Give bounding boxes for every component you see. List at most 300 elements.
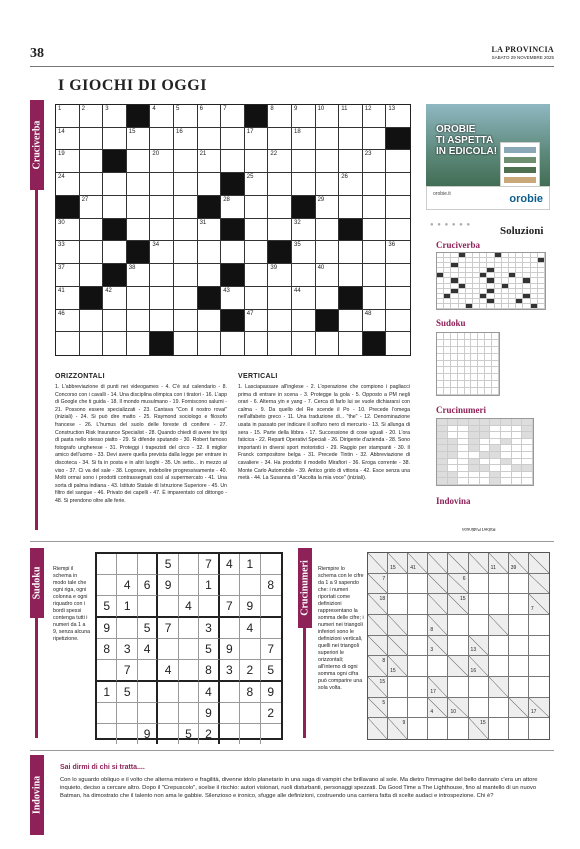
sudoku-cell[interactable] bbox=[158, 703, 178, 724]
mini-cell bbox=[469, 445, 480, 452]
answer-cell[interactable] bbox=[469, 677, 489, 698]
crossword-cell[interactable] bbox=[316, 287, 340, 310]
mini-cell bbox=[480, 432, 491, 439]
answer-cell[interactable] bbox=[469, 594, 489, 615]
sudoku-cell[interactable]: 1 bbox=[240, 554, 260, 575]
answer-cell[interactable] bbox=[509, 677, 529, 698]
crossword-cell[interactable] bbox=[268, 105, 292, 128]
crossword-cell[interactable] bbox=[292, 241, 316, 264]
crossword-cell[interactable] bbox=[80, 150, 104, 173]
crossword-cell[interactable] bbox=[386, 264, 410, 287]
crossword-cell[interactable] bbox=[150, 105, 174, 128]
crossword-cell[interactable] bbox=[245, 264, 269, 287]
crossword-cell[interactable] bbox=[221, 150, 245, 173]
sudoku-cell[interactable] bbox=[220, 618, 240, 639]
sudoku-cell[interactable]: 9 bbox=[220, 639, 240, 660]
answer-cell[interactable] bbox=[408, 718, 428, 739]
answer-cell[interactable] bbox=[448, 615, 468, 636]
answer-cell[interactable] bbox=[509, 718, 529, 739]
crossword-cell[interactable] bbox=[363, 173, 387, 196]
sudoku-cell[interactable]: 9 bbox=[240, 596, 260, 618]
sudoku-cell[interactable] bbox=[220, 682, 240, 703]
crossword-cell[interactable] bbox=[339, 150, 363, 173]
crossword-cell[interactable] bbox=[363, 196, 387, 219]
sudoku-cell[interactable] bbox=[261, 596, 281, 618]
crossword-cell[interactable] bbox=[363, 150, 387, 173]
sudoku-cell[interactable] bbox=[179, 682, 199, 703]
crossword-cell[interactable] bbox=[127, 287, 151, 310]
crossword-cell[interactable] bbox=[221, 287, 245, 310]
crossword-cell[interactable] bbox=[174, 287, 198, 310]
answer-cell[interactable] bbox=[509, 594, 529, 615]
crossword-cell[interactable] bbox=[292, 105, 316, 128]
crossword-cell[interactable] bbox=[80, 310, 104, 333]
crossword-cell[interactable] bbox=[245, 128, 269, 151]
crossword-cell[interactable] bbox=[174, 219, 198, 242]
sudoku-cell[interactable]: 4 bbox=[138, 639, 158, 660]
sudoku-cell[interactable]: 8 bbox=[261, 575, 281, 596]
crossword-cell[interactable] bbox=[316, 105, 340, 128]
sudoku-cell[interactable] bbox=[261, 724, 281, 744]
down-sum: 13 bbox=[470, 647, 477, 654]
sudoku-cell[interactable] bbox=[117, 618, 137, 639]
crossword-cell[interactable] bbox=[127, 219, 151, 242]
crossword-cell[interactable] bbox=[245, 241, 269, 264]
crossword-cell[interactable] bbox=[268, 287, 292, 310]
crossword-cell[interactable] bbox=[198, 173, 222, 196]
mini-cell bbox=[471, 333, 478, 340]
sudoku-cell[interactable] bbox=[179, 703, 199, 724]
sudoku-cell[interactable]: 7 bbox=[220, 596, 240, 618]
crossword-cell[interactable] bbox=[339, 196, 363, 219]
answer-cell[interactable] bbox=[529, 615, 549, 636]
sudoku-cell[interactable]: 2 bbox=[199, 724, 219, 744]
sudoku-cell[interactable] bbox=[261, 554, 281, 575]
crossword-cell[interactable] bbox=[339, 173, 363, 196]
sudoku-cell[interactable] bbox=[97, 703, 117, 724]
sudoku-cell[interactable] bbox=[179, 639, 199, 660]
crossword-cell[interactable] bbox=[174, 310, 198, 333]
crossword-cell[interactable] bbox=[292, 150, 316, 173]
crossword-cell[interactable] bbox=[221, 332, 245, 355]
sudoku-cell[interactable]: 7 bbox=[158, 618, 178, 639]
crossword-cell[interactable] bbox=[80, 173, 104, 196]
sudoku-cell[interactable] bbox=[138, 682, 158, 703]
mini-cell bbox=[492, 388, 499, 395]
sudoku-cell[interactable] bbox=[220, 575, 240, 596]
answer-cell[interactable] bbox=[469, 698, 489, 719]
sudoku-cell[interactable]: 5 bbox=[138, 618, 158, 639]
crossword-cell[interactable] bbox=[339, 332, 363, 355]
sudoku-cell[interactable]: 5 bbox=[158, 554, 178, 575]
mini-cell bbox=[458, 388, 465, 395]
crossword-cell[interactable] bbox=[150, 287, 174, 310]
crossword-cell[interactable] bbox=[339, 264, 363, 287]
sudoku-cell[interactable]: 3 bbox=[199, 618, 219, 639]
sudoku-cell[interactable] bbox=[97, 554, 117, 575]
answer-cell[interactable] bbox=[408, 594, 428, 615]
answer-cell[interactable] bbox=[408, 574, 428, 595]
crossword-cell[interactable] bbox=[198, 241, 222, 264]
sudoku-cell[interactable]: 9 bbox=[261, 682, 281, 703]
answer-cell[interactable] bbox=[509, 574, 529, 595]
crossword-cell[interactable] bbox=[363, 105, 387, 128]
crossword-cell[interactable] bbox=[80, 219, 104, 242]
crossword-cell[interactable] bbox=[56, 219, 80, 242]
crossword-cell[interactable] bbox=[150, 219, 174, 242]
crossword-cell[interactable] bbox=[292, 173, 316, 196]
answer-cell[interactable] bbox=[489, 718, 509, 739]
crossword-cell[interactable] bbox=[363, 310, 387, 333]
crossword-cell[interactable] bbox=[103, 105, 127, 128]
sudoku-cell[interactable]: 5 bbox=[179, 724, 199, 744]
answer-cell[interactable] bbox=[428, 718, 448, 739]
crossword-cell[interactable] bbox=[221, 128, 245, 151]
crossword-cell[interactable] bbox=[268, 196, 292, 219]
crossword-cell[interactable] bbox=[56, 287, 80, 310]
crossword-cell[interactable] bbox=[386, 332, 410, 355]
page-title: I GIOCHI DI OGGI bbox=[58, 77, 207, 94]
sudoku-cell[interactable] bbox=[158, 596, 178, 618]
crossword-cell[interactable] bbox=[150, 310, 174, 333]
answer-cell[interactable] bbox=[388, 574, 408, 595]
crossword-cell[interactable] bbox=[198, 150, 222, 173]
sudoku-cell[interactable] bbox=[261, 618, 281, 639]
crossword-cell[interactable] bbox=[198, 332, 222, 355]
clue-cell bbox=[529, 553, 549, 574]
answer-cell[interactable] bbox=[529, 677, 549, 698]
crossword-cell[interactable] bbox=[198, 128, 222, 151]
crossword-cell[interactable] bbox=[386, 196, 410, 219]
sudoku-cell[interactable] bbox=[138, 703, 158, 724]
sudoku-cell[interactable] bbox=[97, 724, 117, 744]
clue-number: 29 bbox=[317, 196, 325, 203]
crossword-cell[interactable] bbox=[268, 128, 292, 151]
crossword-cell[interactable] bbox=[339, 241, 363, 264]
sudoku-cell[interactable]: 3 bbox=[117, 639, 137, 660]
crossword-cell[interactable] bbox=[174, 332, 198, 355]
mini-cell bbox=[451, 347, 458, 354]
sudoku-cell[interactable]: 1 bbox=[199, 575, 219, 596]
crossword-cell[interactable] bbox=[80, 264, 104, 287]
mini-cell bbox=[448, 439, 459, 446]
crossword-cell[interactable] bbox=[221, 196, 245, 219]
crossword-cell[interactable] bbox=[56, 173, 80, 196]
sudoku-cell[interactable]: 9 bbox=[138, 724, 158, 744]
crossword-cell[interactable] bbox=[339, 128, 363, 151]
clue-cell bbox=[509, 698, 529, 719]
crossword-cell[interactable] bbox=[316, 128, 340, 151]
mini-cell bbox=[480, 478, 491, 485]
mini-cell bbox=[490, 452, 501, 459]
crossword-cell[interactable] bbox=[198, 105, 222, 128]
crossword-cell[interactable] bbox=[245, 310, 269, 333]
crossword-cell[interactable] bbox=[174, 241, 198, 264]
crossword-cell[interactable] bbox=[339, 105, 363, 128]
sudoku-cell[interactable]: 2 bbox=[261, 703, 281, 724]
crossword-cell[interactable] bbox=[127, 196, 151, 219]
crossword-cell[interactable] bbox=[103, 241, 127, 264]
ad-footer bbox=[426, 186, 550, 210]
crossword-cell[interactable] bbox=[103, 128, 127, 151]
sudoku-cell[interactable] bbox=[97, 575, 117, 596]
answer-cell[interactable] bbox=[448, 636, 468, 657]
crossword-cell[interactable] bbox=[103, 287, 127, 310]
crossword-cell[interactable] bbox=[174, 150, 198, 173]
answer-cell[interactable] bbox=[388, 698, 408, 719]
crossword-cell[interactable] bbox=[386, 105, 410, 128]
answer-cell[interactable] bbox=[489, 698, 509, 719]
sudoku-cell[interactable] bbox=[220, 724, 240, 744]
crossword-cell[interactable] bbox=[363, 264, 387, 287]
mini-cell bbox=[478, 333, 485, 340]
crossword-cell[interactable] bbox=[339, 310, 363, 333]
crossword-cell[interactable] bbox=[127, 150, 151, 173]
answer-cell[interactable] bbox=[489, 594, 509, 615]
crossword-cell[interactable] bbox=[245, 332, 269, 355]
sudoku-cell[interactable] bbox=[240, 724, 260, 744]
sudoku-cell[interactable]: 7 bbox=[261, 639, 281, 660]
crossword-cell[interactable] bbox=[56, 150, 80, 173]
crossword-cell[interactable] bbox=[292, 310, 316, 333]
answer-cell[interactable] bbox=[448, 718, 468, 739]
crucinumeri-grid[interactable] bbox=[367, 552, 550, 740]
clue-number: 39 bbox=[270, 265, 278, 272]
crossword-cell[interactable] bbox=[386, 150, 410, 173]
crossword-cell[interactable] bbox=[316, 241, 340, 264]
crossword-cell[interactable] bbox=[174, 105, 198, 128]
sudoku-instructions: Riempi il schema in modo tale che ogni riga, ogni colonna e ogni riquadro con i bordi spessi contenga tutti i numeri da 1 a 9, senza alcuna ripetizione. bbox=[53, 566, 91, 642]
crossword-cell[interactable] bbox=[386, 219, 410, 242]
crossword-cell[interactable] bbox=[198, 310, 222, 333]
crossword-cell bbox=[221, 310, 245, 333]
sudoku-cell[interactable]: 7 bbox=[199, 554, 219, 575]
crossword-cell[interactable] bbox=[103, 332, 127, 355]
crossword-cell[interactable] bbox=[363, 219, 387, 242]
sudoku-cell[interactable]: 9 bbox=[158, 575, 178, 596]
crossword-cell[interactable] bbox=[80, 128, 104, 151]
answer-cell[interactable] bbox=[489, 656, 509, 677]
clue-number: 46 bbox=[58, 310, 65, 317]
sudoku-cell[interactable]: 5 bbox=[261, 660, 281, 682]
crossword-cell[interactable] bbox=[316, 173, 340, 196]
answer-cell[interactable] bbox=[469, 574, 489, 595]
mini-cell bbox=[448, 465, 459, 472]
crossword-cell[interactable] bbox=[150, 241, 174, 264]
crossword-cell[interactable] bbox=[316, 150, 340, 173]
crossword-cell[interactable] bbox=[292, 332, 316, 355]
crossword-cell[interactable] bbox=[268, 173, 292, 196]
answer-cell[interactable] bbox=[529, 656, 549, 677]
sudoku-cell[interactable]: 3 bbox=[220, 660, 240, 682]
crossword-cell[interactable] bbox=[127, 264, 151, 287]
answer-cell[interactable] bbox=[408, 615, 428, 636]
crossword-cell[interactable] bbox=[127, 173, 151, 196]
top-rule bbox=[30, 66, 554, 67]
answer-cell[interactable] bbox=[529, 636, 549, 657]
crossword-cell[interactable] bbox=[363, 128, 387, 151]
sudoku-cell[interactable]: 8 bbox=[240, 682, 260, 703]
crossword-cell[interactable] bbox=[386, 173, 410, 196]
sudoku-cell[interactable]: 4 bbox=[179, 596, 199, 618]
sudoku-cell[interactable]: 4 bbox=[117, 575, 137, 596]
sudoku-cell[interactable]: 9 bbox=[199, 703, 219, 724]
crossword-cell[interactable] bbox=[316, 264, 340, 287]
mini-cell bbox=[485, 333, 492, 340]
crossword-cell[interactable] bbox=[386, 310, 410, 333]
across-sum: 15 bbox=[379, 678, 386, 685]
crossword-cell[interactable] bbox=[221, 241, 245, 264]
sudoku-cell[interactable] bbox=[179, 554, 199, 575]
answer-cell[interactable] bbox=[408, 656, 428, 677]
answer-cell[interactable] bbox=[509, 636, 529, 657]
sudoku-grid[interactable] bbox=[95, 552, 283, 740]
crossword-cell[interactable] bbox=[56, 264, 80, 287]
crossword-cell[interactable] bbox=[268, 219, 292, 242]
crossword-cell[interactable] bbox=[363, 241, 387, 264]
crossword-cell[interactable] bbox=[268, 332, 292, 355]
crossword-cell[interactable] bbox=[245, 287, 269, 310]
crossword-cell bbox=[56, 196, 80, 219]
crossword-cell[interactable] bbox=[268, 310, 292, 333]
sudoku-cell[interactable]: 8 bbox=[199, 660, 219, 682]
crossword-cell[interactable] bbox=[56, 241, 80, 264]
sudoku-cell[interactable]: 1 bbox=[97, 682, 117, 703]
answer-cell[interactable] bbox=[428, 656, 448, 677]
crossword-cell[interactable] bbox=[80, 196, 104, 219]
clue-number: 1 bbox=[58, 106, 62, 112]
crossword-cell[interactable] bbox=[174, 196, 198, 219]
answer-cell[interactable] bbox=[408, 636, 428, 657]
sudoku-cell[interactable]: 1 bbox=[117, 596, 137, 618]
sudoku-cell[interactable]: 4 bbox=[158, 660, 178, 682]
crossword-cell[interactable] bbox=[386, 287, 410, 310]
sudoku-cell[interactable]: 7 bbox=[117, 660, 137, 682]
crossword-cell[interactable] bbox=[56, 332, 80, 355]
sudoku-cell[interactable]: 9 bbox=[97, 618, 117, 639]
crossword-cell[interactable] bbox=[292, 128, 316, 151]
crossword-cell[interactable] bbox=[150, 128, 174, 151]
sudoku-cell[interactable] bbox=[158, 639, 178, 660]
sudoku-cell[interactable] bbox=[158, 682, 178, 703]
answer-cell[interactable] bbox=[388, 677, 408, 698]
cruciverba-tab: Cruciverba bbox=[30, 100, 44, 190]
crossword-cell[interactable] bbox=[292, 287, 316, 310]
sudoku-cell[interactable] bbox=[240, 703, 260, 724]
sudoku-cell[interactable] bbox=[240, 575, 260, 596]
answer-cell[interactable] bbox=[408, 677, 428, 698]
crossword-cell[interactable] bbox=[174, 264, 198, 287]
crossword-cell[interactable] bbox=[245, 196, 269, 219]
crossword-cell[interactable] bbox=[268, 264, 292, 287]
crossword-cell[interactable] bbox=[80, 105, 104, 128]
mini-cell bbox=[485, 361, 492, 368]
sudoku-cell[interactable] bbox=[97, 660, 117, 682]
sudoku-cell[interactable]: 4 bbox=[240, 618, 260, 639]
sudoku-cell[interactable] bbox=[199, 596, 219, 618]
crossword-cell[interactable] bbox=[56, 105, 80, 128]
crossword-cell[interactable] bbox=[245, 219, 269, 242]
sudoku-cell[interactable] bbox=[179, 660, 199, 682]
mini-cell bbox=[458, 459, 469, 466]
sudoku-cell[interactable] bbox=[158, 724, 178, 744]
sudoku-cell[interactable] bbox=[138, 554, 158, 575]
crossword-cell[interactable] bbox=[80, 241, 104, 264]
crossword-cell[interactable] bbox=[103, 310, 127, 333]
crossword-cell[interactable] bbox=[245, 173, 269, 196]
answer-cell[interactable] bbox=[388, 594, 408, 615]
sudoku-cell[interactable]: 4 bbox=[220, 554, 240, 575]
crossword-grid[interactable] bbox=[55, 104, 411, 356]
crossword-cell[interactable] bbox=[292, 264, 316, 287]
sudoku-cell[interactable] bbox=[138, 660, 158, 682]
crossword-cell[interactable] bbox=[103, 196, 127, 219]
sudoku-cell[interactable] bbox=[220, 703, 240, 724]
answer-cell[interactable] bbox=[469, 615, 489, 636]
answer-cell[interactable] bbox=[509, 656, 529, 677]
mini-cell bbox=[469, 478, 480, 485]
crossword-cell[interactable] bbox=[292, 219, 316, 242]
sudoku-cell[interactable] bbox=[117, 724, 137, 744]
crossword-cell[interactable] bbox=[127, 332, 151, 355]
sudoku-cell[interactable]: 5 bbox=[199, 639, 219, 660]
sudoku-cell[interactable] bbox=[117, 703, 137, 724]
crossword-cell[interactable] bbox=[103, 173, 127, 196]
sudoku-cell[interactable]: 6 bbox=[138, 575, 158, 596]
crossword-cell[interactable] bbox=[316, 332, 340, 355]
sudoku-cell[interactable]: 5 bbox=[117, 682, 137, 703]
crossword-cell[interactable] bbox=[127, 310, 151, 333]
crossword-cell[interactable] bbox=[221, 105, 245, 128]
crossword-cell[interactable] bbox=[386, 241, 410, 264]
crossword-cell[interactable] bbox=[174, 173, 198, 196]
sudoku-cell[interactable]: 5 bbox=[97, 596, 117, 618]
crossword-cell[interactable] bbox=[150, 264, 174, 287]
sudoku-cell[interactable] bbox=[138, 596, 158, 618]
mini-cell bbox=[451, 304, 458, 309]
crossword-cell[interactable] bbox=[268, 150, 292, 173]
crossword-cell[interactable] bbox=[56, 310, 80, 333]
crossword-cell[interactable] bbox=[150, 196, 174, 219]
clue-cell bbox=[448, 553, 468, 574]
answer-cell[interactable] bbox=[448, 677, 468, 698]
answer-cell[interactable] bbox=[509, 615, 529, 636]
sudoku-cell[interactable]: 8 bbox=[97, 639, 117, 660]
sudoku-cell[interactable] bbox=[179, 618, 199, 639]
crossword-cell[interactable] bbox=[150, 173, 174, 196]
sudoku-cell[interactable] bbox=[240, 639, 260, 660]
sudoku-cell[interactable] bbox=[179, 575, 199, 596]
answer-cell[interactable] bbox=[529, 718, 549, 739]
sudoku-cell[interactable] bbox=[117, 554, 137, 575]
sudoku-cell[interactable]: 2 bbox=[240, 660, 260, 682]
crossword-cell[interactable] bbox=[198, 219, 222, 242]
answer-cell[interactable] bbox=[408, 698, 428, 719]
answer-cell[interactable] bbox=[489, 636, 509, 657]
crossword-cell[interactable] bbox=[198, 264, 222, 287]
crossword-cell[interactable] bbox=[80, 332, 104, 355]
crossword-cell[interactable] bbox=[316, 219, 340, 242]
crossword-cell[interactable] bbox=[127, 128, 151, 151]
answer-cell[interactable] bbox=[489, 574, 509, 595]
crossword-cell[interactable] bbox=[245, 150, 269, 173]
crossword-cell[interactable] bbox=[316, 196, 340, 219]
crossword-cell[interactable] bbox=[363, 287, 387, 310]
crossword-cell[interactable] bbox=[150, 150, 174, 173]
crossword-cell[interactable] bbox=[56, 128, 80, 151]
crossword-cell[interactable] bbox=[174, 128, 198, 151]
sudoku-cell[interactable]: 4 bbox=[199, 682, 219, 703]
